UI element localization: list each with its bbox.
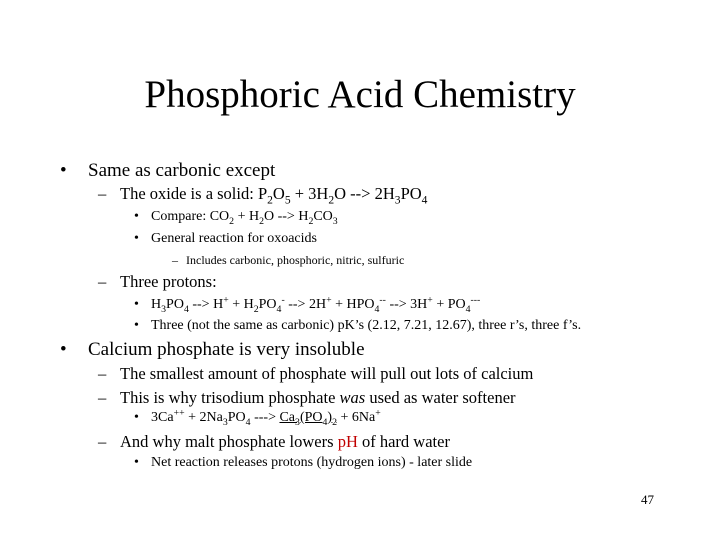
bullet-dash: – bbox=[98, 432, 107, 451]
bullet-dot: • bbox=[134, 209, 139, 224]
item-calcium-equation: $3Ca^{++} + 2Na_3PO_4$ ---> $Ca_3(PO_4)_2 + 6Na^+$ bbox=[151, 407, 381, 428]
page-number: 47 bbox=[641, 492, 654, 507]
bullet-dot: • bbox=[134, 410, 139, 425]
bullet-dot: • bbox=[60, 160, 67, 181]
item-three-protons: Three protons: bbox=[120, 272, 217, 291]
bullet-dot: • bbox=[60, 339, 67, 360]
bullet-dot: • bbox=[134, 318, 139, 333]
calcium-phosphate-formula: $Ca_3(PO_4)_2$ bbox=[279, 410, 337, 428]
item-net-reaction: Net reaction releases protons (hydrogen ions) - later slide bbox=[151, 455, 473, 470]
bullet-dot: • bbox=[134, 297, 139, 312]
bullet-dot: • bbox=[134, 455, 139, 470]
bullet-dash: – bbox=[98, 364, 107, 383]
item-same-as-carbonic: Same as carbonic except bbox=[88, 160, 276, 181]
oxide-equation: $P_2O_5 + 3H_2O$ --> $2H_3PO_4$ bbox=[257, 184, 428, 207]
item-oxide bbox=[120, 184, 428, 207]
item-pk-values: Three (not the same as carbonic) pK’s (2.12, 7.21, 12.67), three r’s, three f’s. bbox=[151, 318, 582, 333]
item-trisodium: This is why trisodium phosphate was used as water softener bbox=[120, 388, 516, 407]
item-protons-equation: $H_3PO_4$ --> $H^+ + H_2PO_4^-$ --> $2H^+ + HPO_4^{--}$ --> $3H^+ + PO_4^{---}$ bbox=[151, 294, 481, 315]
bullet-dash: – bbox=[98, 388, 107, 407]
bullet-dash: – bbox=[98, 184, 107, 203]
item-compare: Compare: $CO_2 + H_2O$ --> $H_2CO_3$ bbox=[151, 209, 338, 227]
bullet-dot: • bbox=[134, 231, 139, 246]
item-includes: Includes carbonic, phosphoric, nitric, sulfuric bbox=[186, 253, 405, 267]
bullet-dash: – bbox=[172, 253, 178, 267]
item-smallest: The smallest amount of phosphate will pull out lots of calcium bbox=[120, 364, 534, 383]
ph-highlight: pH bbox=[337, 432, 358, 451]
item-general-reaction: General reaction for oxoacids bbox=[151, 231, 317, 246]
bullet-dash: – bbox=[98, 272, 107, 291]
oxide-text: The oxide is a solid: bbox=[120, 184, 258, 203]
item-malt: And why malt phosphate lowers pH of hard water bbox=[120, 432, 450, 451]
slide-title: Phosphoric Acid Chemistry bbox=[144, 73, 576, 116]
item-calcium: Calcium phosphate is very insoluble bbox=[88, 339, 365, 360]
